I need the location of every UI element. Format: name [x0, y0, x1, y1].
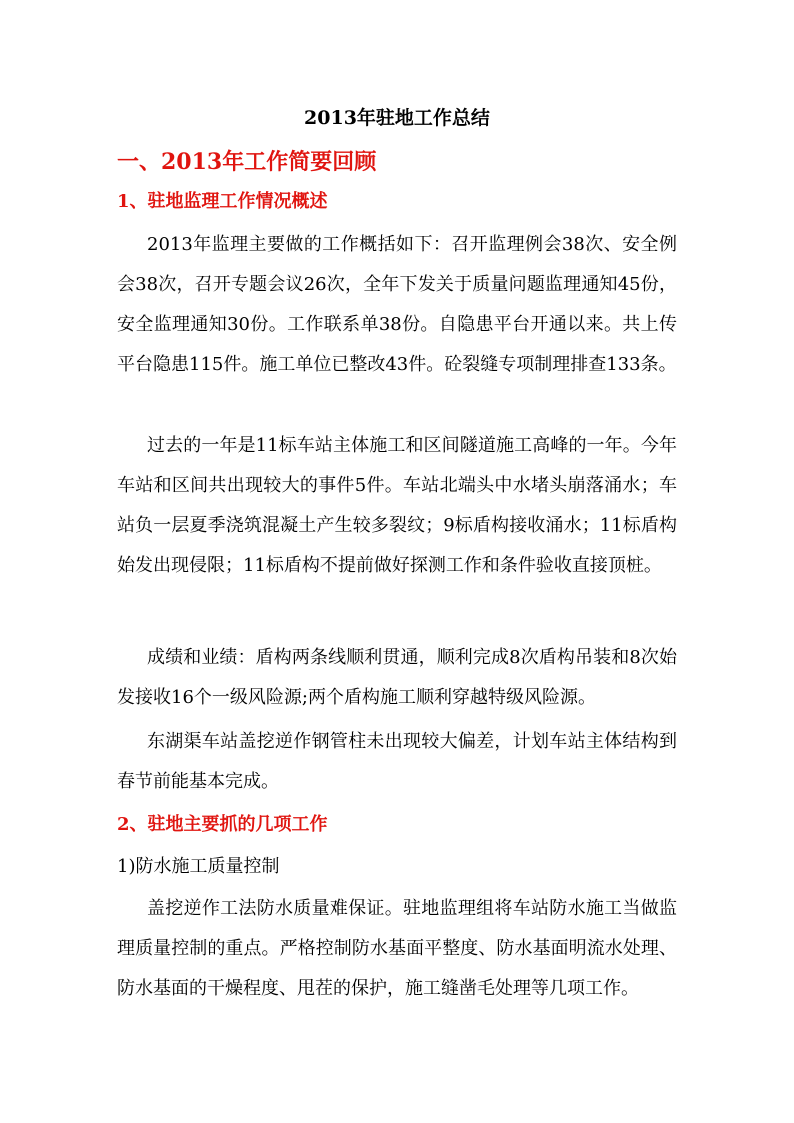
section-heading-review: 一、2013年工作简要回顾 [117, 149, 377, 175]
paragraph-achievements: 成绩和业绩：盾构两条线顺利贯通，顺利完成8次盾构吊装和8次始发接收16个一级风险源;两个盾构施工顺利穿越特级风险源。 [117, 647, 677, 708]
paragraph-past-year-events: 过去的一年是11标车站主体施工和区间隧道施工高峰的一年。今年车站和区间共出现较大的事件5件。车站北端头中水堵头崩落涌水；车站负一层夏季浇筑混凝土产生较多裂纹；9标盾构接收涌水；11标盾构始发出现侵限；11标盾构不提前做好探测工作和条件验收直接顶桩。 [117, 435, 677, 576]
paragraph-waterproofing-control: 盖挖逆作工法防水质量难保证。驻地监理组将车站防水施工当做监理质量控制的重点。严格控制防水基面平整度、防水基面明流水处理、防水基面的干燥程度、甩茬的保护，施工缝凿毛处理等几项工作。 [117, 898, 677, 999]
paragraph-station-progress: 东湖渠车站盖挖逆作钢管柱未出现较大偏差，计划车站主体结构到春节前能基本完成。 [117, 731, 677, 792]
document-title: 2013年驻地工作总结 [304, 107, 490, 129]
subsection-heading-overview: 1、驻地监理工作情况概述 [117, 191, 328, 212]
subsection-heading-key-tasks: 2、驻地主要抓的几项工作 [117, 814, 328, 835]
item-heading-waterproofing: 1)防水施工质量控制 [117, 856, 280, 877]
paragraph-work-summary: 2013年监理主要做的工作概括如下：召开监理例会38次、安全例会38次，召开专题会议26次，全年下发关于质量问题监理通知45份，安全监理通知30份。工作联系单38份。自隐患平台开通以来。共上传平台隐患115件。施工单位已整改43件。砼裂缝专项制理排查133条。 [117, 234, 677, 375]
